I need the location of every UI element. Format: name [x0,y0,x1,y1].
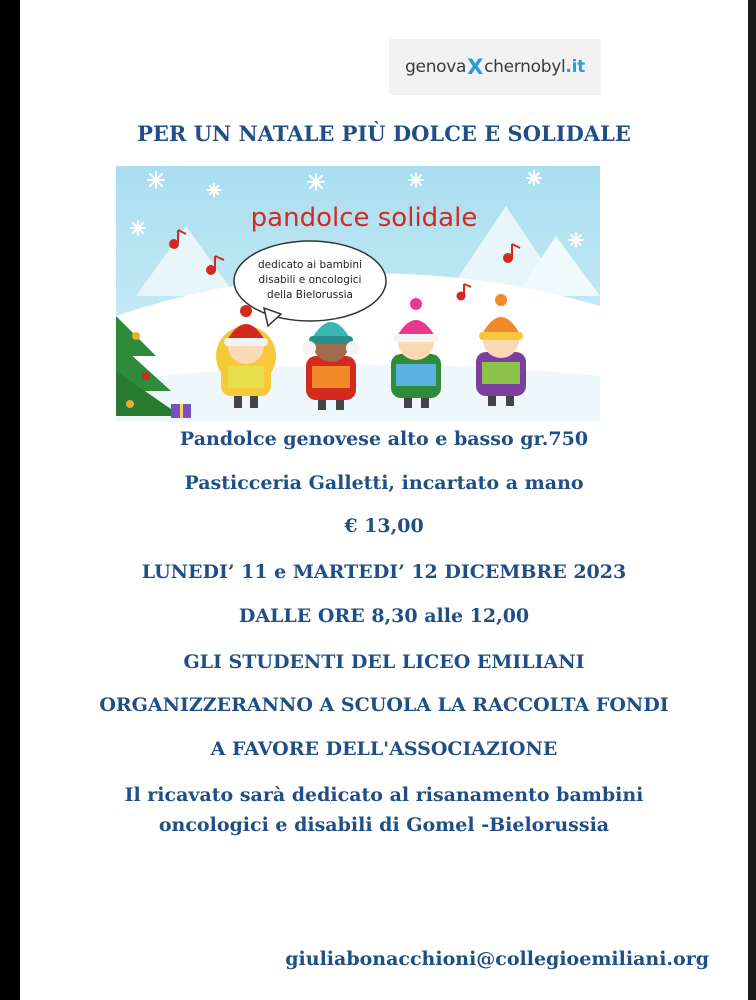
bakery-line: Pasticceria Galletti, incartato a mano [184,472,584,494]
date-line: LUNEDI’ 11 e MARTEDI’ 12 DICEMBRE 2023 [141,561,627,583]
logo-text-it: .it [565,57,585,77]
genovaxchernobyl-logo [389,39,601,95]
bubble-line-2: disabili e oncologici [258,274,362,286]
association-line: A FAVORE DELL'ASSOCIAZIONE [210,738,558,760]
logo-text-genova: genova [405,57,467,77]
logo-text-chernobyl: chernobyl [484,57,566,77]
fundraise-line: ORGANIZZERANNO A SCUOLA LA RACCOLTA FONDI [99,694,669,716]
bubble-line-1: dedicato ai bambini [258,259,362,271]
price-line: € 13,00 [344,515,424,537]
bubble-line-3: della Bielorussia [267,289,353,301]
logo-x: X [467,55,484,79]
proceeds-line-1: Il ricavato sarà dedicato al risanamento bambini [124,784,644,806]
banner-title: pandolce solidale [250,203,478,233]
winter-carol-illustration [116,166,600,422]
product-line: Pandolce genovese alto e basso gr.750 [179,428,589,450]
students-line: GLI STUDENTI DEL LICEO EMILIANI [183,651,585,673]
headline: PER UN NATALE PIÙ DOLCE E SOLIDALE [137,121,631,146]
flyer-page [20,0,748,1000]
pandolce-banner-illustration [116,166,600,422]
right-edge-border [748,0,756,1000]
proceeds-line-2: oncologici e disabili di Gomel -Bielorussia [158,814,610,836]
time-line: DALLE ORE 8,30 alle 12,00 [238,605,530,627]
contact-email[interactable]: giuliabonacchioni@collegioemiliani.org [285,948,709,970]
